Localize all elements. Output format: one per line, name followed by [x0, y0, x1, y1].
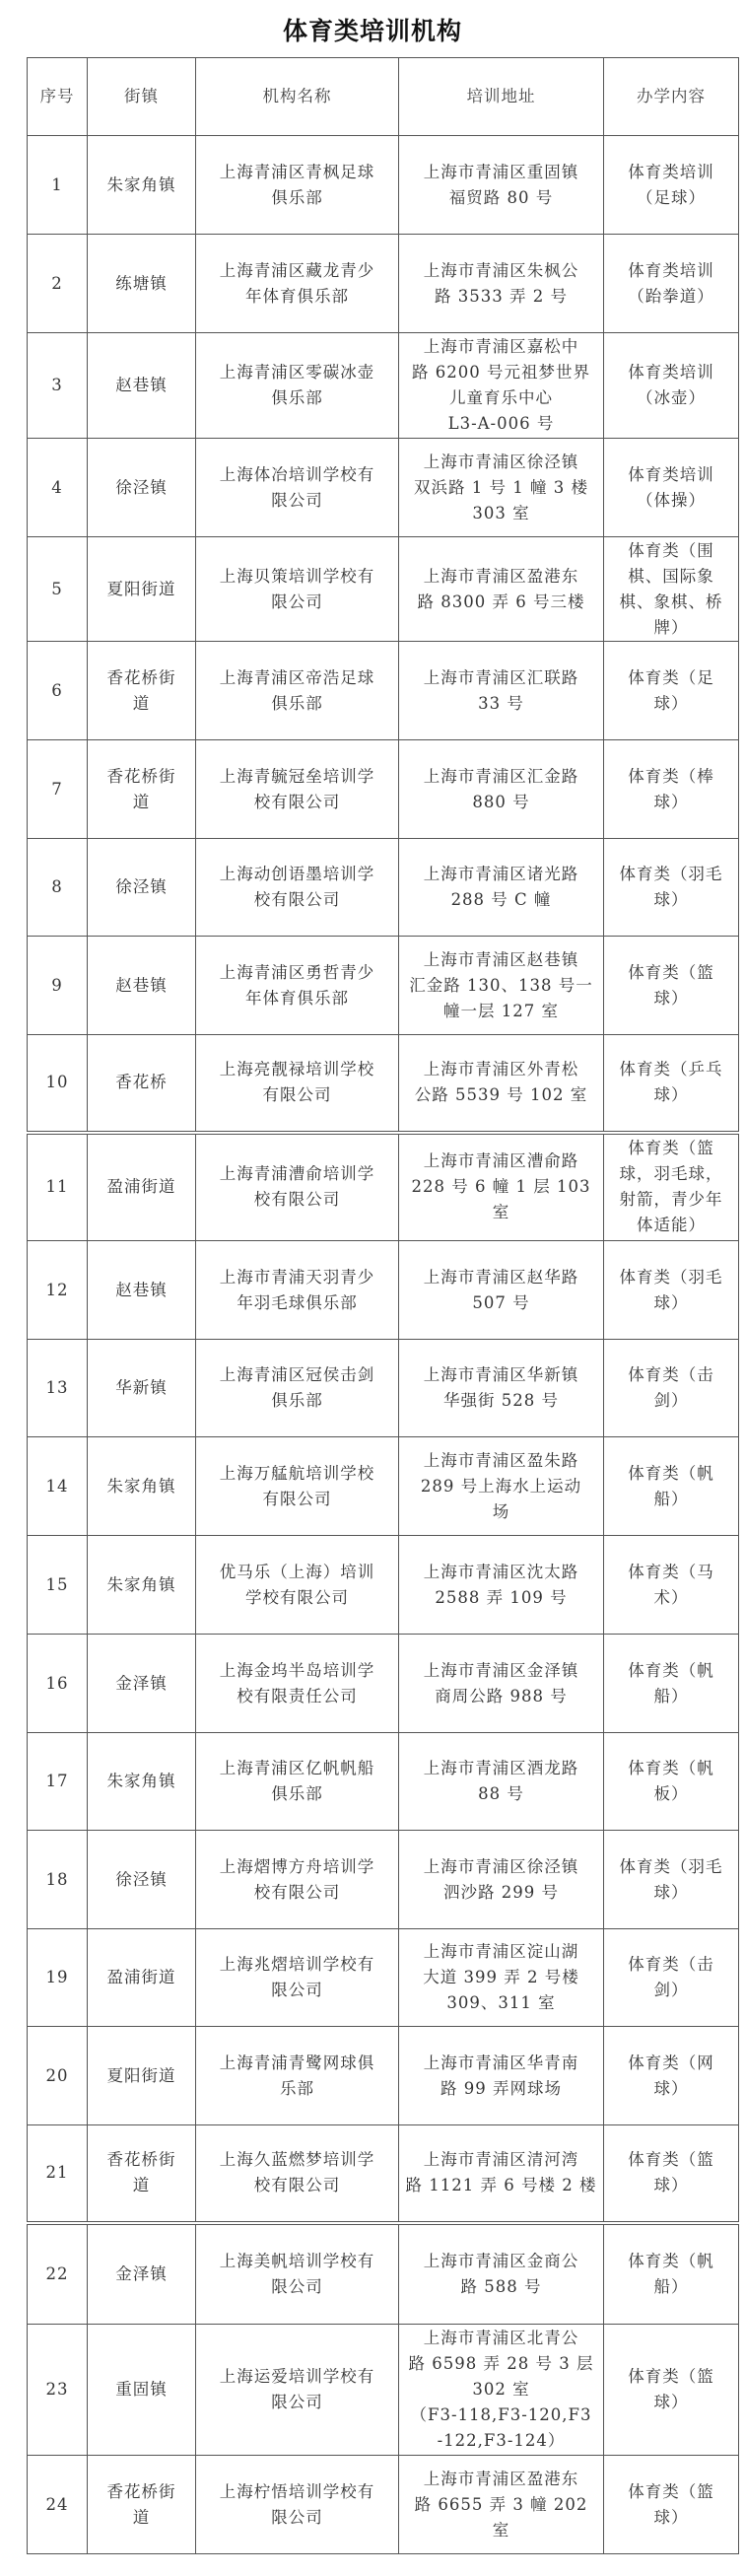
cell-institution-name: 上海贝策培训学校有 限公司 — [196, 537, 399, 642]
cell-content: 体育类（羽毛 球） — [604, 1831, 739, 1929]
cell-town: 赵巷镇 — [88, 1241, 196, 1340]
cell-index: 23 — [28, 2325, 88, 2456]
cell-content: 体育类（帆 船） — [604, 1437, 739, 1536]
cell-index: 15 — [28, 1536, 88, 1635]
cell-content: 体育类（击 剑） — [604, 1340, 739, 1437]
cell-content: 体育类培训 （冰壶） — [604, 333, 739, 439]
cell-index: 2 — [28, 235, 88, 333]
cell-content: 体育类（足 球） — [604, 642, 739, 740]
cell-content: 体育类（羽毛 球） — [604, 1241, 739, 1340]
cell-address: 上海市青浦区沈太路 2588 弄 109 号 — [399, 1536, 604, 1635]
cell-institution-name: 上海青浦漕俞培训学 校有限公司 — [196, 1133, 399, 1241]
cell-content: 体育类（帆 船） — [604, 2223, 739, 2325]
cell-institution-name: 上海青浦区青枫足球 俱乐部 — [196, 136, 399, 235]
cell-index: 1 — [28, 136, 88, 235]
cell-institution-name: 上海柠悟培训学校有 限公司 — [196, 2456, 399, 2554]
cell-index: 24 — [28, 2456, 88, 2554]
cell-town: 盈浦街道 — [88, 1929, 196, 2027]
cell-address: 上海市青浦区金泽镇 商周公路 988 号 — [399, 1635, 604, 1733]
cell-town: 徐泾镇 — [88, 839, 196, 937]
cell-town: 香花桥街 道 — [88, 2456, 196, 2554]
cell-institution-name: 上海青毓冠垒培训学 校有限公司 — [196, 740, 399, 839]
cell-index: 18 — [28, 1831, 88, 1929]
cell-institution-name: 上海青浦区冠侯击剑 俱乐部 — [196, 1340, 399, 1437]
cell-content: 体育类（马 术） — [604, 1536, 739, 1635]
cell-index: 21 — [28, 2125, 88, 2223]
cell-town: 徐泾镇 — [88, 439, 196, 537]
cell-content: 体育类培训 （体操） — [604, 439, 739, 537]
table-row — [28, 740, 739, 839]
cell-town: 香花桥街 道 — [88, 642, 196, 740]
cell-content: 体育类（篮 球） — [604, 2125, 739, 2223]
cell-town: 香花桥街 道 — [88, 740, 196, 839]
cell-index: 3 — [28, 333, 88, 439]
cell-address: 上海市青浦区盈港东 路 6655 弄 3 幢 202 室 — [399, 2456, 604, 2554]
table-row — [28, 642, 739, 740]
cell-index: 12 — [28, 1241, 88, 1340]
header-town: 街镇 — [88, 58, 196, 136]
table-row — [28, 2223, 739, 2325]
table-row — [28, 937, 739, 1035]
cell-address: 上海市青浦区赵巷镇 汇金路 130、138 号一 幢一层 127 室 — [399, 937, 604, 1035]
table-row — [28, 2125, 739, 2223]
cell-content: 体育类（乒乓 球） — [604, 1035, 739, 1133]
page-title: 体育类培训机构 — [282, 17, 462, 45]
header-index: 序号 — [28, 58, 88, 136]
table-row — [28, 839, 739, 937]
table-row — [28, 1437, 739, 1536]
table-row — [28, 2456, 739, 2554]
cell-index: 10 — [28, 1035, 88, 1133]
cell-index: 5 — [28, 537, 88, 642]
cell-address: 上海市青浦区徐泾镇 泗沙路 299 号 — [399, 1831, 604, 1929]
cell-index: 11 — [28, 1133, 88, 1241]
cell-address: 上海市青浦区重固镇 福贸路 80 号 — [399, 136, 604, 235]
cell-town: 盈浦街道 — [88, 1133, 196, 1241]
cell-town: 夏阳街道 — [88, 537, 196, 642]
cell-address: 上海市青浦区北青公 路 6598 弄 28 号 3 层 302 室 （F3-118,F3-120,F3 -122,F3-124） — [399, 2325, 604, 2456]
cell-index: 9 — [28, 937, 88, 1035]
cell-index: 17 — [28, 1733, 88, 1831]
cell-institution-name: 上海亮靓禄培训学校 有限公司 — [196, 1035, 399, 1133]
cell-index: 4 — [28, 439, 88, 537]
cell-content: 体育类（篮 球，羽毛球， 射箭，青少年 体适能） — [604, 1133, 739, 1241]
cell-institution-name: 上海青浦区帝浩足球 俱乐部 — [196, 642, 399, 740]
cell-town: 朱家角镇 — [88, 136, 196, 235]
cell-content: 体育类（篮 球） — [604, 2456, 739, 2554]
cell-town: 朱家角镇 — [88, 1733, 196, 1831]
table-row — [28, 1241, 739, 1340]
table-row — [28, 333, 739, 439]
cell-address: 上海市青浦区赵华路 507 号 — [399, 1241, 604, 1340]
table-header-row — [28, 58, 739, 136]
cell-index: 22 — [28, 2223, 88, 2325]
cell-address: 上海市青浦区外青松 公路 5539 号 102 室 — [399, 1035, 604, 1133]
cell-address: 上海市青浦区漕俞路 228 号 6 幢 1 层 103 室 — [399, 1133, 604, 1241]
cell-content: 体育类（篮 球） — [604, 2325, 739, 2456]
table-row — [28, 235, 739, 333]
table-row — [28, 136, 739, 235]
cell-institution-name: 上海青浦区零碳冰壶 俱乐部 — [196, 333, 399, 439]
cell-address: 上海市青浦区盈朱路 289 号上海水上运动 场 — [399, 1437, 604, 1536]
cell-institution-name: 上海久蓝燃梦培训学 校有限公司 — [196, 2125, 399, 2223]
table-row — [28, 2325, 739, 2456]
cell-index: 19 — [28, 1929, 88, 2027]
cell-town: 练塘镇 — [88, 235, 196, 333]
cell-address: 上海市青浦区徐泾镇 双浜路 1 号 1 幢 3 楼 303 室 — [399, 439, 604, 537]
cell-institution-name: 优马乐（上海）培训 学校有限公司 — [196, 1536, 399, 1635]
cell-institution-name: 上海体冶培训学校有 限公司 — [196, 439, 399, 537]
cell-index: 16 — [28, 1635, 88, 1733]
cell-content: 体育类（棒 球） — [604, 740, 739, 839]
cell-town: 赵巷镇 — [88, 333, 196, 439]
cell-address: 上海市青浦区嘉松中 路 6200 号元祖梦世界 儿童育乐中心 L3-A-006 号 — [399, 333, 604, 439]
cell-town: 金泽镇 — [88, 1635, 196, 1733]
institution-table — [27, 57, 739, 2554]
cell-content: 体育类（羽毛 球） — [604, 839, 739, 937]
cell-town: 香花桥街 道 — [88, 2125, 196, 2223]
table-row — [28, 1831, 739, 1929]
cell-content: 体育类（篮 球） — [604, 937, 739, 1035]
cell-institution-name: 上海熠博方舟培训学 校有限公司 — [196, 1831, 399, 1929]
table-row — [28, 1635, 739, 1733]
cell-index: 7 — [28, 740, 88, 839]
cell-address: 上海市青浦区华青南 路 99 弄网球场 — [399, 2027, 604, 2125]
cell-institution-name: 上海动创语墨培训学 校有限公司 — [196, 839, 399, 937]
cell-index: 14 — [28, 1437, 88, 1536]
cell-address: 上海市青浦区淀山湖 大道 399 弄 2 号楼 309、311 室 — [399, 1929, 604, 2027]
cell-index: 20 — [28, 2027, 88, 2125]
cell-address: 上海市青浦区朱枫公 路 3533 弄 2 号 — [399, 235, 604, 333]
cell-address: 上海市青浦区金商公 路 588 号 — [399, 2223, 604, 2325]
cell-institution-name: 上海兆熠培训学校有 限公司 — [196, 1929, 399, 2027]
cell-town: 金泽镇 — [88, 2223, 196, 2325]
cell-institution-name: 上海运爱培训学校有 限公司 — [196, 2325, 399, 2456]
cell-content: 体育类（网 球） — [604, 2027, 739, 2125]
table-row — [28, 1929, 739, 2027]
header-content: 办学内容 — [604, 58, 739, 136]
cell-content: 体育类（帆 船） — [604, 1635, 739, 1733]
cell-institution-name: 上海青浦区勇哲青少 年体育俱乐部 — [196, 937, 399, 1035]
cell-address: 上海市青浦区汇联路 33 号 — [399, 642, 604, 740]
cell-address: 上海市青浦区盈港东 路 8300 弄 6 号三楼 — [399, 537, 604, 642]
cell-index: 13 — [28, 1340, 88, 1437]
cell-town: 朱家角镇 — [88, 1437, 196, 1536]
cell-content: 体育类（围 棋、国际象 棋、象棋、桥 牌） — [604, 537, 739, 642]
cell-address: 上海市青浦区华新镇 华强街 528 号 — [399, 1340, 604, 1437]
cell-town: 重固镇 — [88, 2325, 196, 2456]
cell-town: 赵巷镇 — [88, 937, 196, 1035]
table-row — [28, 439, 739, 537]
cell-address: 上海市青浦区诸光路 288 号 C 幢 — [399, 839, 604, 937]
header-address: 培训地址 — [399, 58, 604, 136]
table-row — [28, 2027, 739, 2125]
table-row — [28, 1733, 739, 1831]
table-row — [28, 1536, 739, 1635]
cell-town: 朱家角镇 — [88, 1536, 196, 1635]
cell-index: 6 — [28, 642, 88, 740]
cell-content: 体育类培训 （足球） — [604, 136, 739, 235]
cell-institution-name: 上海青浦区藏龙青少 年体育俱乐部 — [196, 235, 399, 333]
table-row — [28, 1133, 739, 1241]
cell-institution-name: 上海市青浦天羽青少 年羽毛球俱乐部 — [196, 1241, 399, 1340]
cell-content: 体育类培训 （跆拳道） — [604, 235, 739, 333]
cell-index: 8 — [28, 839, 88, 937]
cell-institution-name: 上海美帆培训学校有 限公司 — [196, 2223, 399, 2325]
cell-address: 上海市青浦区汇金路 880 号 — [399, 740, 604, 839]
cell-town: 徐泾镇 — [88, 1831, 196, 1929]
cell-institution-name: 上海金坞半岛培训学 校有限责任公司 — [196, 1635, 399, 1733]
table-row — [28, 1340, 739, 1437]
cell-institution-name: 上海万艋航培训学校 有限公司 — [196, 1437, 399, 1536]
cell-institution-name: 上海青浦区亿帆帆船 俱乐部 — [196, 1733, 399, 1831]
cell-address: 上海市青浦区清河湾 路 1121 弄 6 号楼 2 楼 — [399, 2125, 604, 2223]
cell-town: 夏阳街道 — [88, 2027, 196, 2125]
cell-content: 体育类（帆 板） — [604, 1733, 739, 1831]
table-row — [28, 537, 739, 642]
cell-address: 上海市青浦区酒龙路 88 号 — [399, 1733, 604, 1831]
table-row — [28, 1035, 739, 1133]
cell-content: 体育类（击 剑） — [604, 1929, 739, 2027]
cell-town: 香花桥 — [88, 1035, 196, 1133]
cell-town: 华新镇 — [88, 1340, 196, 1437]
cell-institution-name: 上海青浦青鹭网球俱 乐部 — [196, 2027, 399, 2125]
header-institution-name: 机构名称 — [196, 58, 399, 136]
